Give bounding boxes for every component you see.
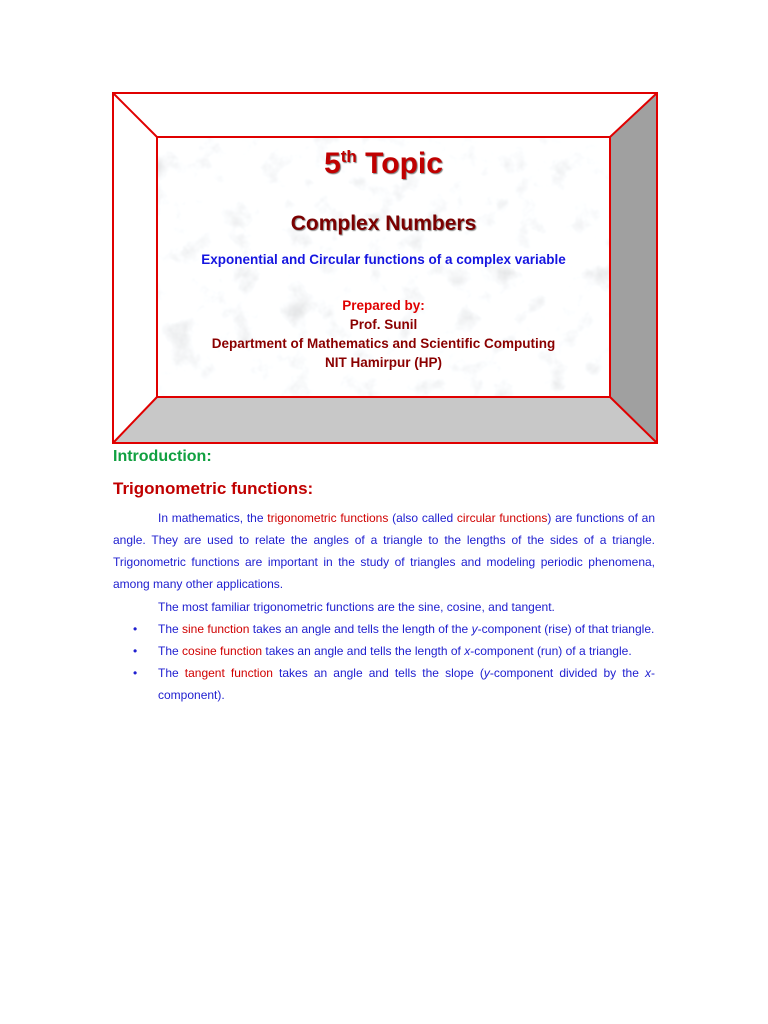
author-department: Department of Mathematics and Scientific Computing <box>211 336 556 351</box>
prepared-by-label: Prepared by: <box>342 298 425 313</box>
subtitle: Exponential and Circular functions of a complex variable <box>201 252 566 267</box>
bullet-icon: • <box>133 622 138 636</box>
title-box <box>112 92 658 444</box>
title-panel <box>157 137 610 397</box>
term-tangent-function: tangent function <box>184 666 273 680</box>
topic-heading: 5th Topic <box>324 147 443 180</box>
left-wall <box>112 92 157 444</box>
list-item: • The sine function takes an angle and tells the length of the y-component (rise) of that triangle. <box>113 618 655 640</box>
term-cosine-function: cosine function <box>182 644 263 658</box>
term-sine-function: sine function <box>182 622 250 636</box>
term-circular-functions: circular functions <box>456 511 548 525</box>
term-trigonometric-functions: trigonometric functions <box>267 511 389 525</box>
bullet-icon: • <box>133 644 138 658</box>
list-item: • The cosine function takes an angle and tells the length of x-component (run) of a triangle. <box>113 640 655 662</box>
familiar-functions-paragraph: The most familiar trigonometric functions are the sine, cosine, and tangent. <box>158 600 555 614</box>
right-wall <box>610 92 658 444</box>
introduction-heading: Introduction: <box>113 448 212 465</box>
subject-title: Complex Numbers <box>290 212 477 235</box>
floor <box>112 397 658 444</box>
author-block <box>157 315 610 372</box>
trigonometric-heading: Trigonometric functions: <box>113 479 314 498</box>
list-item: • The tangent function takes an angle and tells the slope (y-component divided by the x-component). <box>113 662 655 706</box>
intro-paragraph: In mathematics, the trigonometric functions (also called circular functions) are functions of an angle. They are used to relate the angles of a triangle to the lengths of the sides of a triangle. Trigonometric functions are important in the study of triangles and modeling periodic phenomena, among many other applications. <box>113 511 655 591</box>
author-institute: NIT Hamirpur (HP) <box>324 355 442 370</box>
author-name: Prof. Sunil <box>349 317 418 332</box>
bullet-icon: • <box>133 666 138 680</box>
function-list <box>113 618 655 706</box>
